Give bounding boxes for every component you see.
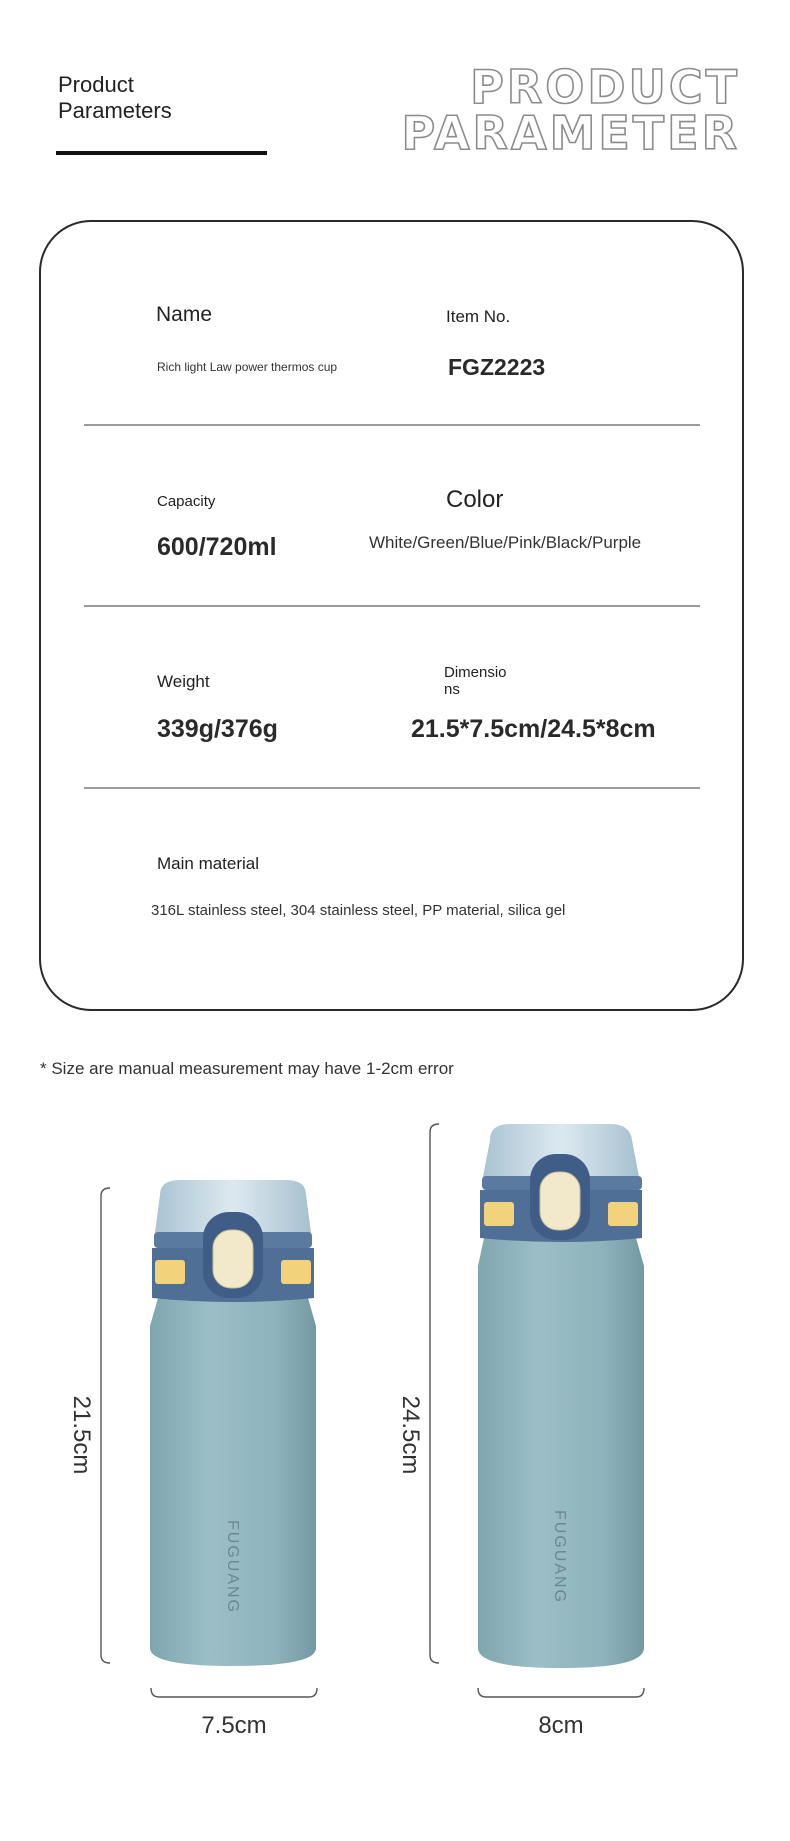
cap-accent-right	[281, 1260, 311, 1284]
width-bracket-small	[151, 1688, 317, 1697]
color-value: White/Green/Blue/Pink/Black/Purple	[369, 533, 642, 552]
row-divider	[84, 787, 700, 789]
height-bracket-small	[101, 1188, 110, 1663]
color-label: Color	[446, 486, 504, 513]
measurement-note: * Size are manual measurement may have 1-2cm error	[40, 1059, 454, 1078]
brand-mark-large: FUGUANG	[551, 1510, 568, 1604]
name-label: Name	[156, 303, 213, 326]
push-button	[213, 1230, 253, 1288]
bottle-large	[478, 1124, 644, 1668]
cap-accent-right	[608, 1202, 638, 1226]
item-no-value: FGZ2223	[448, 354, 546, 380]
banner-line2: PARAMETER	[401, 106, 740, 160]
height-label-large: 24.5cm	[397, 1395, 424, 1475]
width-label-large: 8cm	[538, 1712, 584, 1739]
item-no-label: Item No.	[446, 307, 511, 326]
material-label: Main material	[157, 854, 260, 873]
brand-mark-small: FUGUANG	[224, 1520, 241, 1614]
push-button	[540, 1172, 580, 1230]
width-label-small: 7.5cm	[201, 1712, 267, 1739]
outlined-banner	[380, 60, 740, 160]
spec-card	[39, 220, 744, 1011]
dimensions-label-line2: ns	[444, 681, 460, 698]
bottle-illustration	[0, 1100, 790, 1740]
capacity-label: Capacity	[157, 493, 216, 510]
width-bracket-large	[478, 1688, 644, 1697]
material-value: 316L stainless steel, 304 stainless steel, PP material, silica gel	[151, 902, 566, 919]
height-label-small: 21.5cm	[68, 1395, 95, 1475]
capacity-value: 600/720ml	[157, 533, 277, 561]
banner-line1: PRODUCT	[470, 60, 740, 114]
dimensions-label-line1: Dimensio	[444, 664, 507, 681]
section-title	[58, 72, 258, 124]
height-bracket-large	[430, 1124, 439, 1663]
row-divider	[84, 605, 700, 607]
cap-accent-left	[484, 1202, 514, 1226]
bottle-small	[150, 1180, 316, 1666]
row-divider	[84, 424, 700, 426]
weight-value: 339g/376g	[157, 715, 278, 743]
section-title-line1: Product	[58, 72, 134, 97]
cap-accent-left	[155, 1260, 185, 1284]
section-title-line2: Parameters	[58, 98, 172, 123]
weight-label: Weight	[157, 672, 210, 691]
dimensions-label	[444, 664, 507, 698]
dimensions-value: 21.5*7.5cm/24.5*8cm	[411, 715, 656, 743]
name-value: Rich light Law power thermos cup	[157, 360, 338, 374]
title-underline	[56, 151, 267, 155]
